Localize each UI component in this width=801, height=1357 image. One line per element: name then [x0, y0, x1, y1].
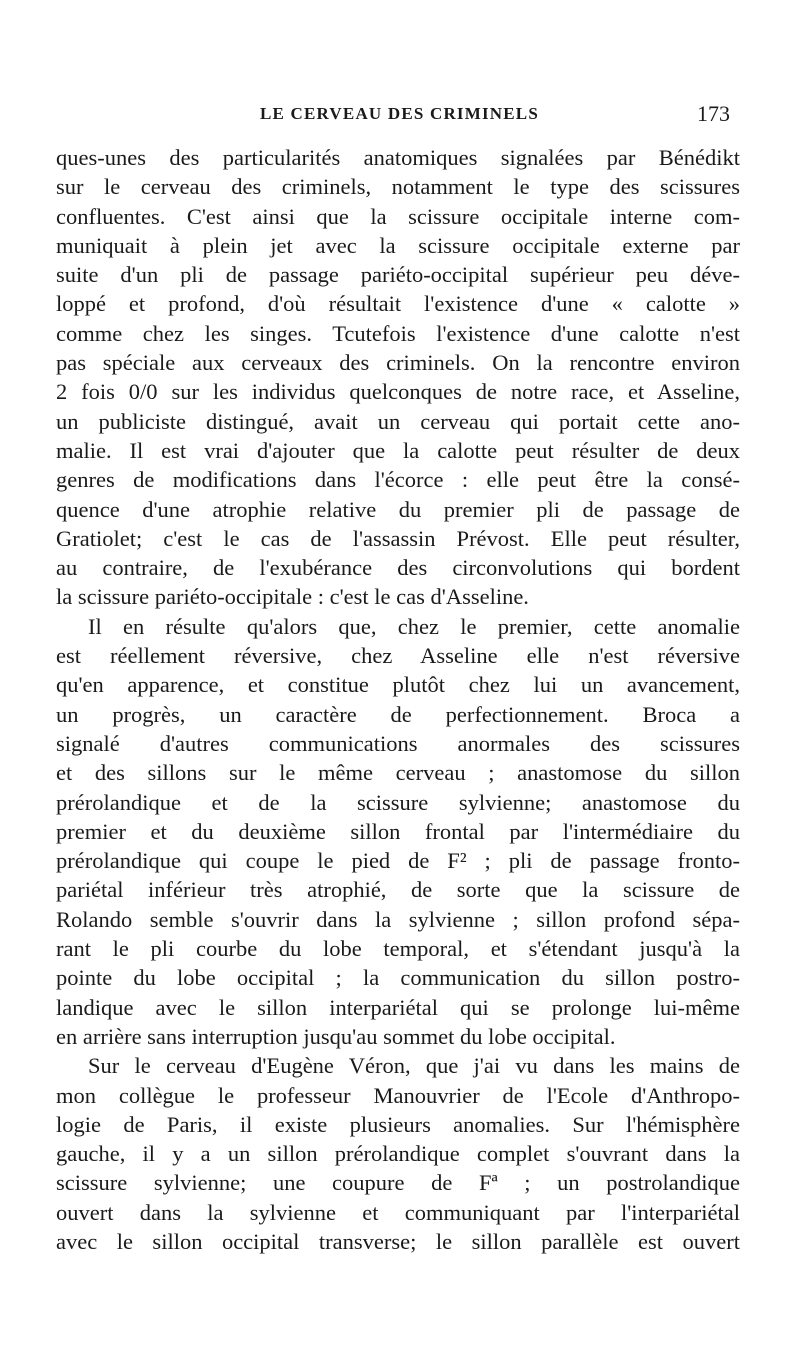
- text-line: pointe du lobe occipital ; la communication du sillon postro-: [56, 965, 740, 991]
- text-line: Il en résulte qu'alors que, chez le premier, cette anomalie: [88, 613, 740, 639]
- text-line: comme chez les singes. Tcutefois l'existence d'une calotte n'est: [56, 320, 740, 346]
- text-line: la scissure pariéto-occipitale : c'est le cas d'Asseline.: [56, 584, 529, 610]
- text-line: scissure sylvienne; une coupure de Fª ; un postrolandique: [56, 1170, 740, 1196]
- text-line: gauche, il y a un sillon prérolandique complet s'ouvrant dans la: [56, 1141, 740, 1167]
- text-line: prérolandique qui coupe le pied de F² ; pli de passage fronto-: [56, 848, 740, 874]
- text-line: Rolando semble s'ouvrir dans la sylvienne ; sillon profond sépa-: [56, 906, 740, 932]
- text-line: genres de modifications dans l'écorce : elle peut être la consé-: [56, 467, 740, 493]
- text-line: ques-unes des particularités anatomiques signalées par Bénédikt: [56, 145, 740, 170]
- text-line: mon collègue le professeur Manouvrier de l'Ecole d'Anthropo-: [56, 1082, 740, 1108]
- text-line: signalé d'autres communications anormales des scissures: [56, 730, 740, 756]
- text-line: logie de Paris, il existe plusieurs anomalies. Sur l'hémisphère: [56, 1111, 740, 1137]
- text-line: en arrière sans interruption jusqu'au sommet du lobe occipital.: [56, 1023, 616, 1049]
- text-line: Gratiolet; c'est le cas de l'assassin Prévost. Elle peut résulter,: [56, 525, 740, 551]
- text-line: un publiciste distingué, avait un cerveau qui portait cette ano-: [56, 408, 740, 434]
- text-line: sur le cerveau des criminels, notamment le type des scissures: [56, 174, 740, 200]
- running-title: LE CERVEAU DES CRIMINELS: [260, 104, 540, 123]
- text-line: pas spéciale aux cerveaux des criminels. On la rencontre environ: [56, 350, 740, 376]
- text-line: 2 fois 0/0 sur les individus quelconques de notre race, et Asseline,: [56, 379, 740, 405]
- text-line: suite d'un pli de passage pariéto-occipital supérieur peu déve-: [56, 262, 740, 288]
- body-text: [56, 143, 740, 1256]
- text-line: Sur le cerveau d'Eugène Véron, que j'ai vu dans les mains de: [88, 1053, 740, 1079]
- text-line: prérolandique et de la scissure sylvienne; anastomose du: [56, 789, 740, 815]
- text-line: quence d'une atrophie relative du premier pli de passage de: [56, 496, 740, 522]
- text-line: rant le pli courbe du lobe temporal, et s'étendant jusqu'à la: [56, 936, 740, 962]
- text-line: un progrès, un caractère de perfectionnement. Broca a: [56, 701, 740, 727]
- text-line: malie. Il est vrai d'ajouter que la calotte peut résulter de deux: [56, 437, 740, 463]
- text-line: landique avec le sillon interpariétal qui se prolonge lui-même: [56, 994, 740, 1020]
- text-line: muniquait à plein jet avec la scissure occipitale externe par: [56, 232, 740, 258]
- text-line: loppé et profond, d'où résultait l'existence d'une « calotte »: [56, 291, 740, 317]
- text-line: est réellement réversive, chez Asseline elle n'est réversive: [56, 643, 740, 669]
- text-line: avec le sillon occipital transverse; le sillon parallèle est ouvert: [56, 1228, 740, 1254]
- text-line: ouvert dans la sylvienne et communiquant par l'interpariétal: [56, 1199, 740, 1225]
- text-line: qu'en apparence, et constitue plutôt chez lui un avancement,: [56, 672, 740, 698]
- text-line: confluentes. C'est ainsi que la scissure occipitale interne com-: [56, 203, 740, 229]
- page-number: 173: [697, 101, 730, 126]
- text-line: au contraire, de l'exubérance des circonvolutions qui bordent: [56, 555, 740, 581]
- text-line: et des sillons sur le même cerveau ; anastomose du sillon: [56, 760, 740, 786]
- page-header: [0, 101, 801, 134]
- text-line: pariétal inférieur très atrophié, de sorte que la scissure de: [56, 877, 740, 903]
- text-line: premier et du deuxième sillon frontal par l'intermédiaire du: [56, 818, 740, 844]
